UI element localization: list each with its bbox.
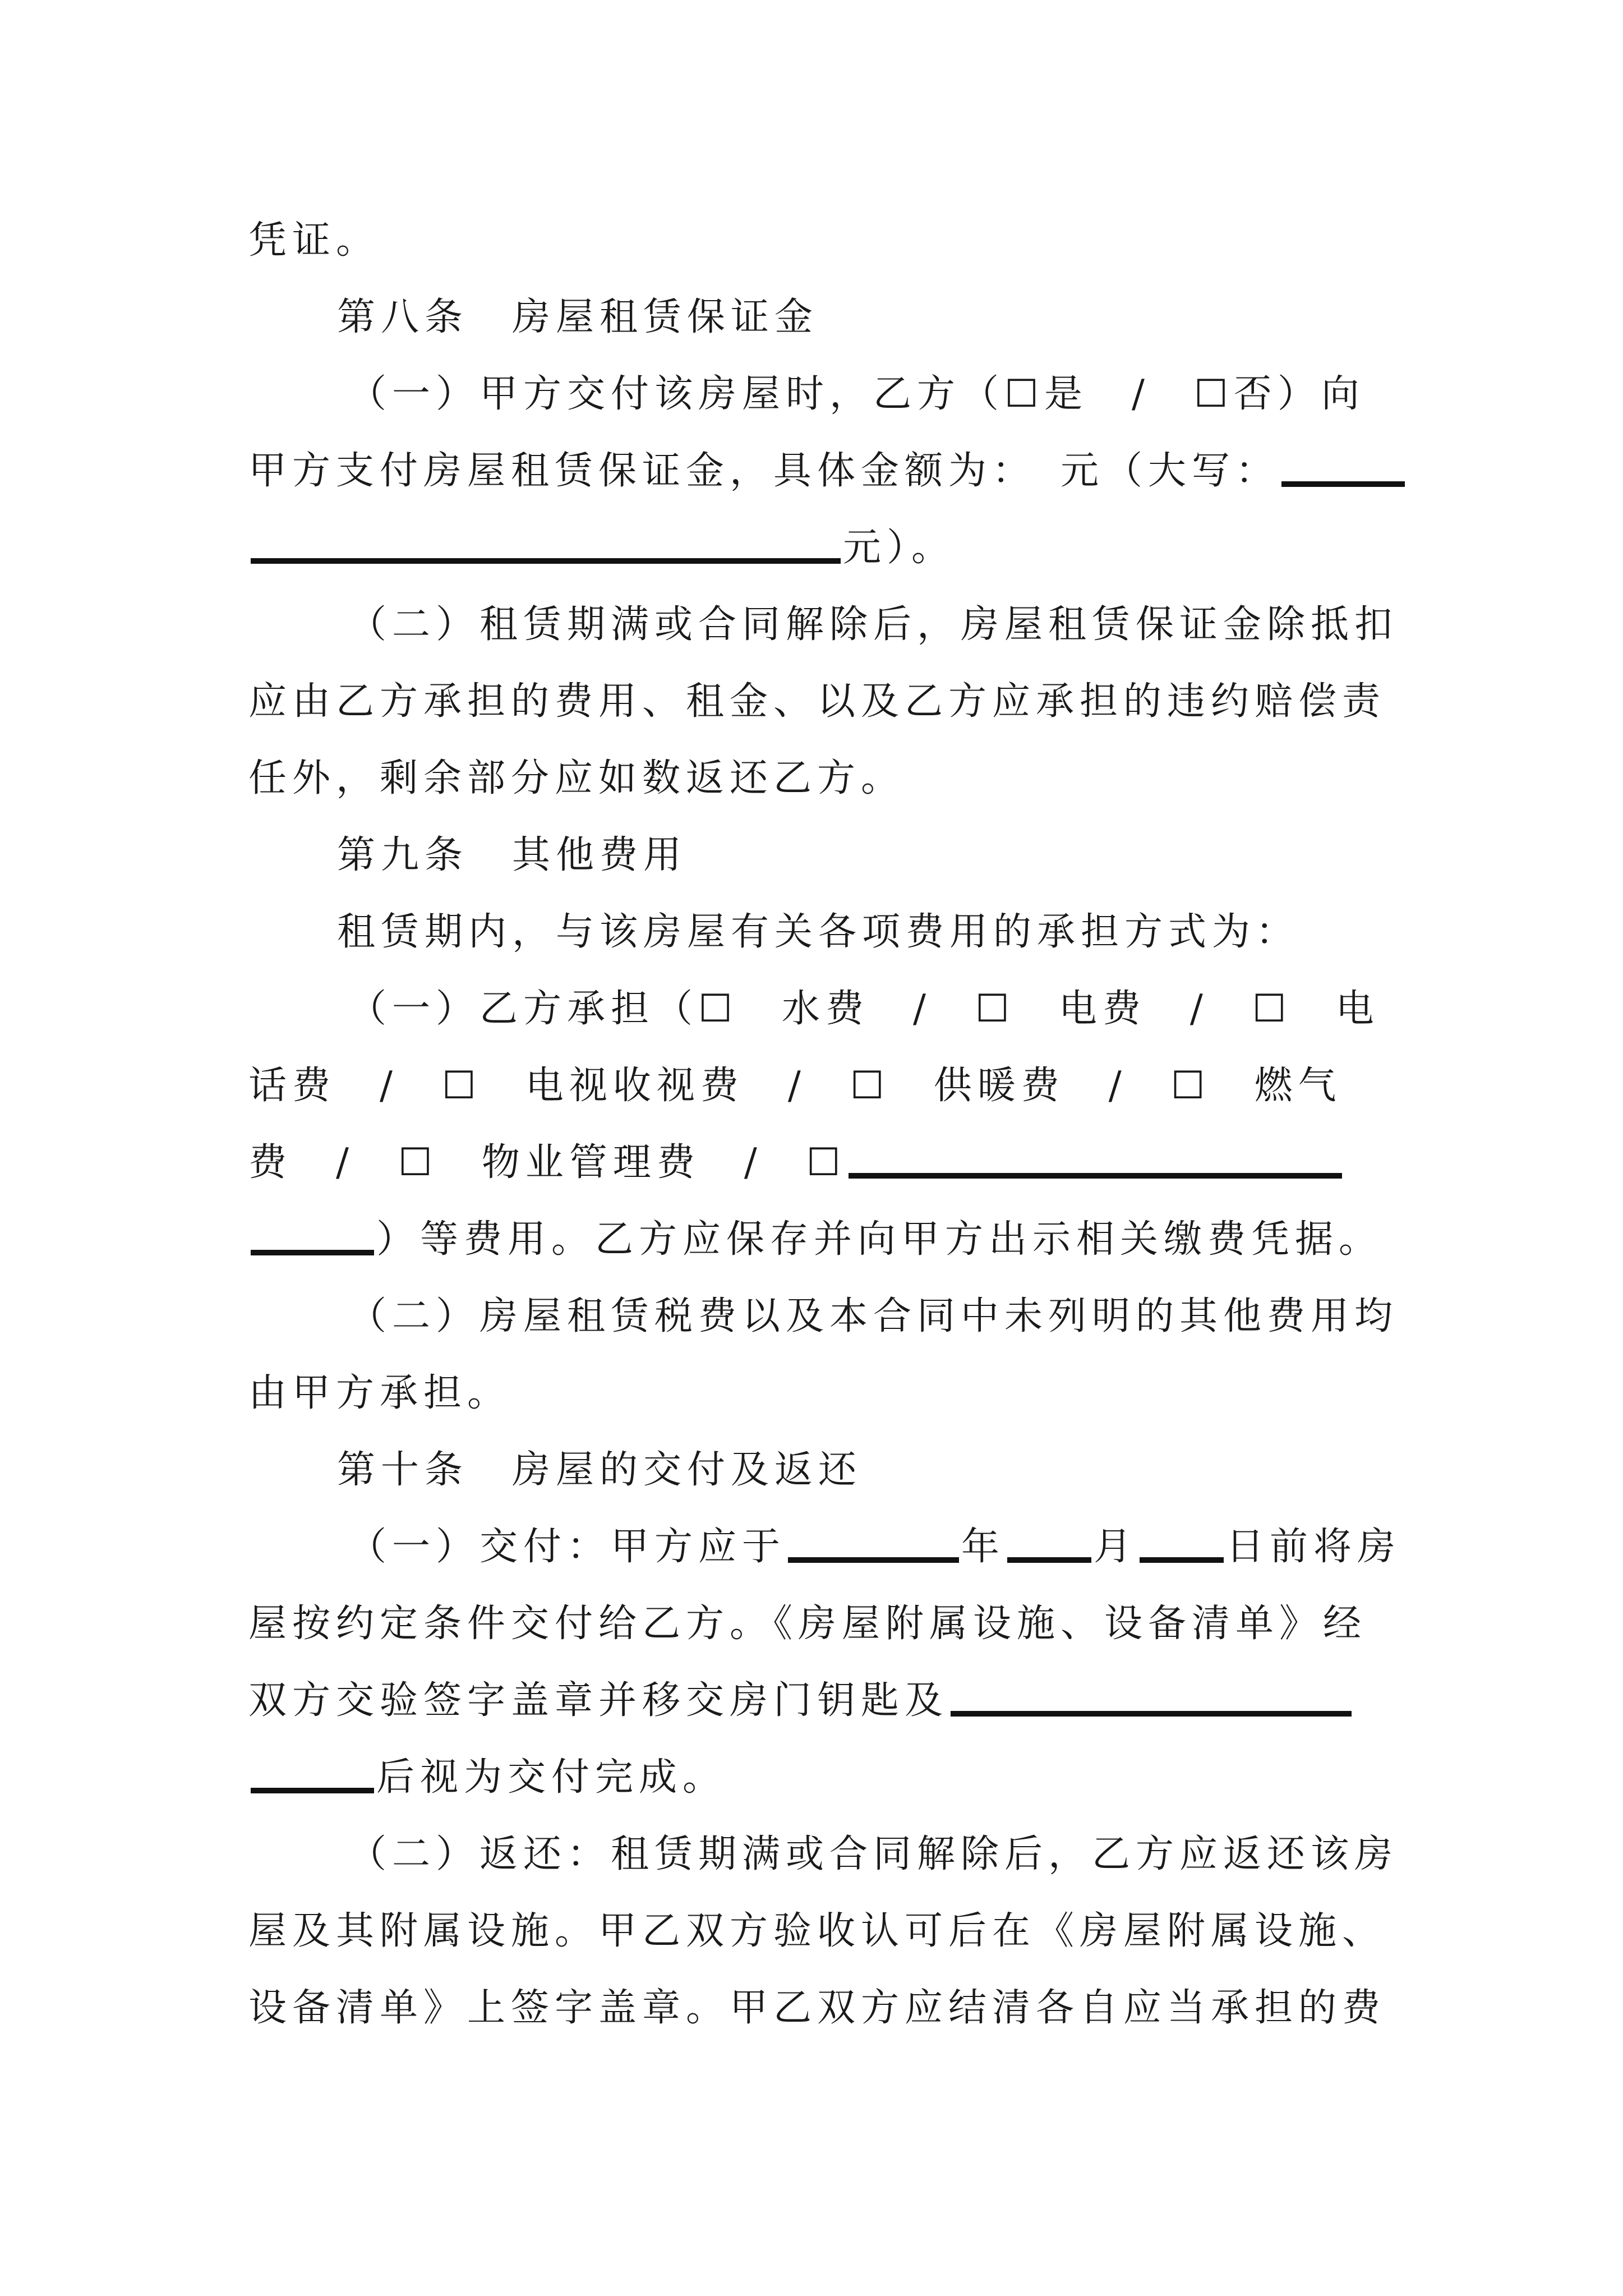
line-text: 后视为交付完成。 xyxy=(376,1755,727,1800)
blank-field[interactable] xyxy=(251,1250,374,1255)
blank-field[interactable] xyxy=(1281,481,1405,487)
line-text: 元）。 xyxy=(843,526,956,570)
text-line: （一）甲方交付该房屋时，乙方（☐是 / ☐否）向 xyxy=(348,372,1365,416)
text-line: （二）返还：租赁期满或合同解除后，乙方应返还该房 xyxy=(348,1832,1399,1876)
line-text: 双方交验签字盖章并移交房门钥匙及 xyxy=(248,1678,949,1723)
article-10-heading: 第十条 房屋的交付及返还 xyxy=(337,1448,863,1492)
text-line: 应由乙方承担的费用、租金、以及乙方应承担的违约赔偿责 xyxy=(248,679,1386,724)
line-text: 甲方支付房屋租赁保证金，具体金额为： 元（大写： xyxy=(248,449,1280,493)
text-line: 屋按约定条件交付给乙方。《房屋附属设施、设备清单》经 xyxy=(248,1602,1367,1646)
text-line: （二）房屋租赁税费以及本合同中未列明的其他费用均 xyxy=(348,1294,1399,1338)
text-line: 凭证。 xyxy=(248,218,380,263)
text-line: 由甲方承担。 xyxy=(248,1371,511,1415)
text-line xyxy=(248,1739,1393,1816)
text-line: （二）租赁期满或合同解除后，房屋租赁保证金除抵扣 xyxy=(348,602,1399,647)
text-line: 设备清单》上签字盖章。甲乙双方应结清各自应当承担的费 xyxy=(248,1986,1386,2030)
blank-month-field[interactable] xyxy=(1007,1557,1091,1563)
blank-field[interactable] xyxy=(951,1711,1352,1717)
blank-year-field[interactable] xyxy=(788,1557,959,1563)
line-text: 费 / ☐ 物业管理费 / ☐ xyxy=(248,1140,846,1185)
text-line xyxy=(248,509,1393,586)
article-9-heading: 第九条 其他费用 xyxy=(337,833,688,877)
blank-field[interactable] xyxy=(251,1788,374,1793)
text-line xyxy=(248,1124,1393,1201)
line-text: 月 xyxy=(1094,1525,1138,1569)
document-page xyxy=(248,202,1401,2046)
text-line: 话费 / ☐ 电视收视费 / ☐ 供暖费 / ☐ 燃气 xyxy=(248,1064,1342,1108)
line-text: 日前将房 xyxy=(1226,1525,1401,1569)
text-line: （一）乙方承担（☐ 水费 / ☐ 电费 / ☐ 电 xyxy=(348,987,1380,1031)
blank-day-field[interactable] xyxy=(1140,1557,1224,1563)
text-line xyxy=(248,1201,1393,1278)
text-line: 租赁期内，与该房屋有关各项费用的承担方式为： xyxy=(337,910,1300,954)
blank-field[interactable] xyxy=(849,1173,1342,1179)
text-line xyxy=(248,1662,1393,1739)
line-text: 年 xyxy=(961,1525,1006,1569)
text-line: 任外，剩余部分应如数返还乙方。 xyxy=(248,756,905,800)
text-line xyxy=(248,1508,1401,1585)
text-line: 屋及其附属设施。甲乙双方验收认可后在《房屋附属设施、 xyxy=(248,1909,1386,1953)
line-text: （一）交付：甲方应于 xyxy=(348,1525,786,1569)
line-text: ）等费用。乙方应保存并向甲方出示相关缴费凭据。 xyxy=(376,1217,1383,1262)
article-8-heading: 第八条 房屋租赁保证金 xyxy=(337,295,819,339)
text-line xyxy=(248,432,1393,509)
blank-field[interactable] xyxy=(251,558,841,564)
